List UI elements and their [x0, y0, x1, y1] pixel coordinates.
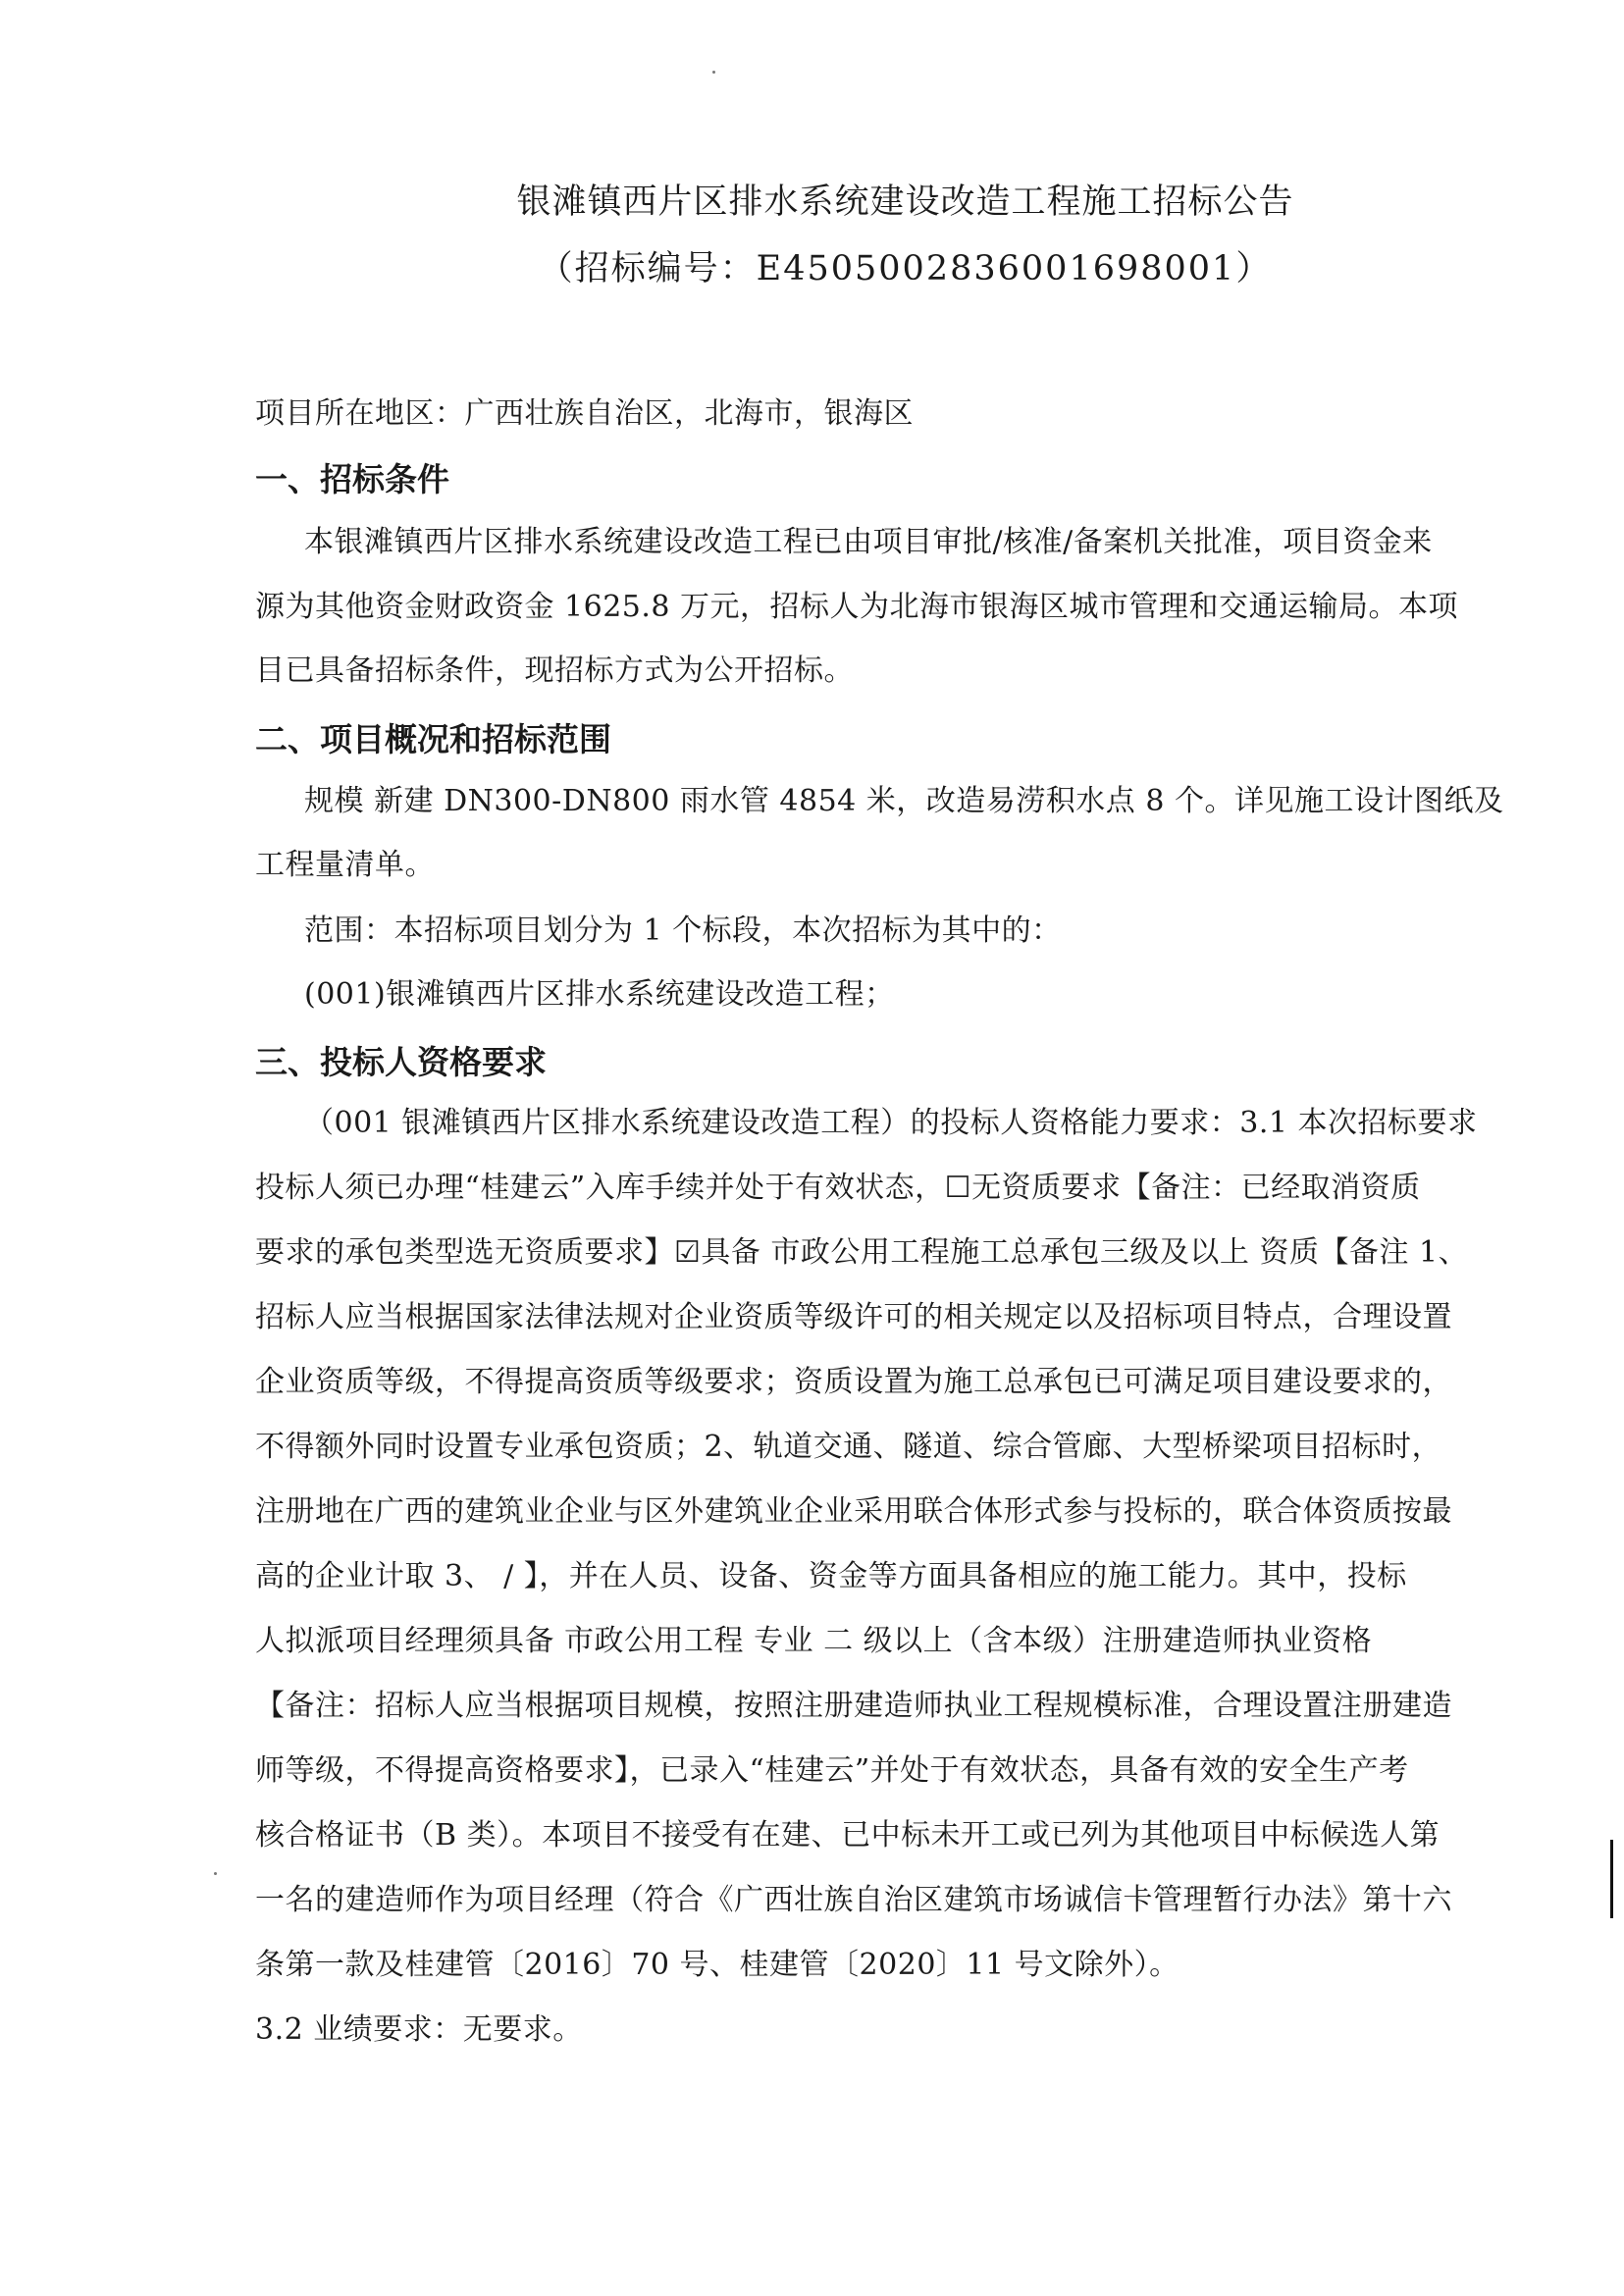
scan-speck [712, 71, 715, 74]
paragraph-line: 企业资质等级，不得提高资质等级要求；资质设置为施工总承包已可满足项目建设要求的， [255, 1365, 1452, 1399]
paragraph-line: 高的企业计取 3、 / 】，并在人员、设备、资金等方面具备相应的施工能力。其中，投标 [255, 1559, 1407, 1593]
paragraph-line: 招标人应当根据国家法律法规对企业资质等级许可的相关规定以及招标项目特点，合理设置 [255, 1300, 1452, 1334]
section-heading-conditions: 一、招标条件 [255, 460, 449, 498]
paragraph-line: 工程量清单。 [255, 848, 435, 882]
paragraph-line: 条第一款及桂建管〔2016〕70 号、桂建管〔2020〕11 号文除外）。 [255, 1948, 1179, 1982]
paragraph-line: 范围：本招标项目划分为 1 个标段，本次招标为其中的： [304, 913, 1062, 948]
paragraph-line: 注册地在广西的建筑业企业与区外建筑业企业采用联合体形式参与投标的，联合体资质按最 [255, 1494, 1452, 1529]
paragraph-line: 【备注：招标人应当根据项目规模，按照注册建造师执业工程规模标准，合理设置注册建造 [255, 1689, 1452, 1723]
paragraph-line: 规模 新建 DN300-DN800 雨水管 4854 米，改造易涝积水点 8 个。详见施工设计图纸及 [304, 784, 1504, 818]
scan-edge-mark [1610, 1840, 1613, 1918]
document-title: 银滩镇西片区排水系统建设改造工程施工招标公告 [516, 183, 1294, 222]
project-location: 项目所在地区：广西壮族自治区，北海市，银海区 [255, 396, 914, 431]
paragraph-line: 师等级，不得提高资格要求】，已录入“桂建云”并处于有效状态，具备有效的安全生产考 [255, 1753, 1409, 1788]
paragraph-line: (001)银滩镇西片区排水系统建设改造工程； [304, 977, 895, 1012]
paragraph-line: 一名的建造师作为项目经理（符合《广西壮族自治区建筑市场诚信卡管理暂行办法》第十六 [255, 1883, 1452, 1917]
paragraph-line: 本银滩镇西片区排水系统建设改造工程已由项目审批/核准/备案机关批准，项目资金来 [304, 525, 1433, 559]
paragraph-line: （001 银滩镇西片区排水系统建设改造工程）的投标人资格能力要求：3.1 本次招标要求 [304, 1106, 1478, 1140]
paragraph-line: 目已具备招标条件，现招标方式为公开招标。 [255, 653, 854, 688]
bid-number: （招标编号：E4505002836001698001） [538, 249, 1273, 288]
section-heading-qualifications: 三、投标人资格要求 [255, 1043, 547, 1081]
paragraph-line: 不得额外同时设置专业承包资质；2、轨道交通、隧道、综合管廊、大型桥梁项目招标时， [255, 1430, 1442, 1464]
scan-speck [214, 1872, 217, 1875]
paragraph-line: 投标人须已办理“桂建云”入库手续并处于有效状态，☐无资质要求【备注：已经取消资质 [255, 1171, 1421, 1205]
section-heading-overview: 二、项目概况和招标范围 [255, 720, 611, 758]
paragraph-line: 3.2 业绩要求：无要求。 [255, 2012, 583, 2047]
paragraph-line: 源为其他资金财政资金 1625.8 万元，招标人为北海市银海区城市管理和交通运输局。本项 [255, 590, 1459, 624]
paragraph-line: 人拟派项目经理须具备 市政公用工程 专业 二 级以上（含本级）注册建造师执业资格 [255, 1624, 1373, 1658]
paragraph-line: 要求的承包类型选无资质要求】☑具备 市政公用工程施工总承包三级及以上 资质【备注 1、 [255, 1235, 1469, 1270]
paragraph-line: 核合格证书（B 类）。本项目不接受有在建、已中标未开工或已列为其他项目中标候选人第 [255, 1818, 1441, 1852]
